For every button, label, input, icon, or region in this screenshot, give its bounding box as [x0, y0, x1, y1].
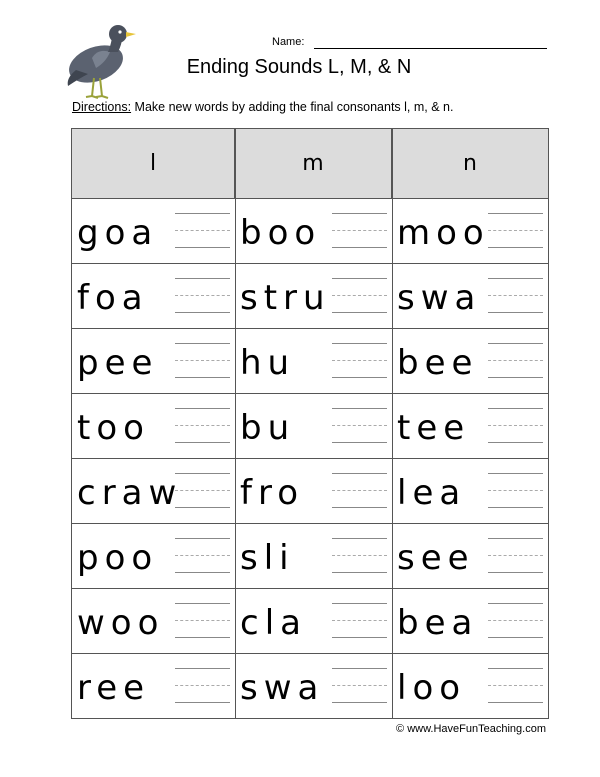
writing-lines[interactable]: [175, 473, 230, 508]
word-stem: fro: [240, 473, 305, 513]
word-cell: [392, 458, 548, 523]
writing-lines[interactable]: [175, 343, 230, 378]
writing-lines[interactable]: [175, 538, 230, 573]
word-cell: [235, 523, 392, 588]
word-stem: poo: [77, 538, 159, 578]
writing-lines[interactable]: [175, 603, 230, 638]
writing-lines[interactable]: [175, 213, 230, 248]
word-stem: swa: [240, 668, 325, 708]
word-cell: [72, 458, 235, 523]
word-cell: [235, 458, 392, 523]
writing-lines[interactable]: [488, 473, 543, 508]
name-label: Name:: [272, 36, 305, 48]
word-stem: foa: [77, 278, 149, 318]
word-cell: [72, 393, 235, 458]
word-cell: [392, 328, 548, 393]
word-stem: loo: [397, 668, 467, 708]
worksheet-title: Ending Sounds L, M, & N: [186, 56, 412, 78]
word-stem: tee: [397, 408, 471, 448]
word-stem: see: [397, 538, 475, 578]
writing-lines[interactable]: [332, 603, 387, 638]
writing-lines[interactable]: [332, 473, 387, 508]
word-stem: lea: [397, 473, 467, 513]
word-cell: [235, 588, 392, 653]
word-stem: pee: [77, 343, 159, 383]
word-stem: bee: [397, 343, 479, 383]
word-cell: [392, 523, 548, 588]
writing-lines[interactable]: [488, 213, 543, 248]
word-stem: hu: [240, 343, 296, 383]
word-stem: woo: [77, 603, 165, 643]
word-stem: bu: [240, 408, 296, 448]
word-cell: [72, 263, 235, 328]
word-cell: [72, 588, 235, 653]
name-field-line[interactable]: [314, 48, 547, 49]
word-cell: [72, 198, 235, 263]
copyright-footer: © www.HaveFunTeaching.com: [396, 723, 546, 735]
word-stem: craw: [77, 473, 183, 513]
word-stem: moo: [397, 213, 490, 253]
word-table: [71, 128, 549, 719]
word-cell: [235, 263, 392, 328]
writing-lines[interactable]: [332, 213, 387, 248]
writing-lines[interactable]: [488, 408, 543, 443]
directions-text: Make new words by adding the final consonants l, m, & n.: [134, 100, 454, 114]
column-header-m: m: [235, 129, 392, 198]
writing-lines[interactable]: [488, 668, 543, 703]
word-cell: [392, 393, 548, 458]
writing-lines[interactable]: [332, 408, 387, 443]
writing-lines[interactable]: [488, 603, 543, 638]
word-cell: [392, 263, 548, 328]
word-cell: [392, 653, 548, 718]
word-stem: sli: [240, 538, 295, 578]
word-cell: [72, 523, 235, 588]
column-header-n: n: [392, 129, 548, 198]
writing-lines[interactable]: [332, 278, 387, 313]
word-stem: bea: [397, 603, 479, 643]
word-cell: [392, 198, 548, 263]
word-cell: [235, 198, 392, 263]
word-stem: boo: [240, 213, 322, 253]
word-stem: too: [77, 408, 150, 448]
word-stem: ree: [77, 668, 151, 708]
writing-lines[interactable]: [175, 278, 230, 313]
writing-lines[interactable]: [332, 538, 387, 573]
word-cell: [235, 393, 392, 458]
column-header-l: l: [72, 129, 235, 198]
word-cell: [72, 328, 235, 393]
word-cell: [235, 653, 392, 718]
word-cell: [392, 588, 548, 653]
writing-lines[interactable]: [332, 668, 387, 703]
word-stem: cla: [240, 603, 307, 643]
word-cell: [235, 328, 392, 393]
word-stem: swa: [397, 278, 482, 318]
writing-lines[interactable]: [332, 343, 387, 378]
word-stem: goa: [77, 213, 159, 253]
writing-lines[interactable]: [175, 408, 230, 443]
writing-lines[interactable]: [488, 343, 543, 378]
word-cell: [72, 653, 235, 718]
directions: [72, 100, 453, 114]
writing-lines[interactable]: [488, 538, 543, 573]
directions-label: Directions:: [72, 100, 132, 114]
writing-lines[interactable]: [175, 668, 230, 703]
word-stem: stru: [240, 278, 331, 318]
writing-lines[interactable]: [488, 278, 543, 313]
